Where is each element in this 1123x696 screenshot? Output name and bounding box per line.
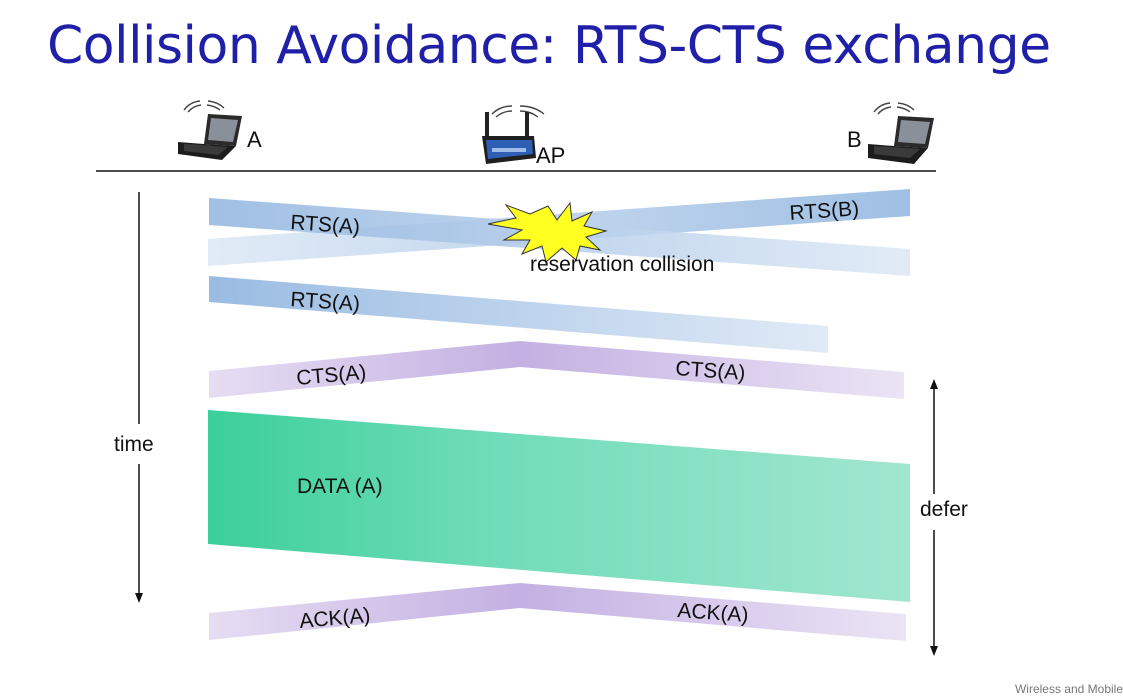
cts-right-label: CTS(A) bbox=[674, 357, 747, 385]
cts-left-label: CTS(A) bbox=[295, 360, 368, 390]
collision-label: reservation collision bbox=[530, 253, 715, 276]
laptop-icon bbox=[178, 101, 242, 160]
node-b-label: B bbox=[847, 127, 862, 152]
time-label: time bbox=[114, 433, 154, 456]
node-ap-label: AP bbox=[536, 143, 566, 168]
rts-a-retry-label: RTS(A) bbox=[289, 288, 361, 316]
ack-left-label: ACK(A) bbox=[298, 603, 372, 633]
node-a-label: A bbox=[247, 127, 262, 152]
laptop-icon bbox=[868, 103, 934, 164]
slide-title: Collision Avoidance: RTS-CTS exchange bbox=[47, 16, 1051, 76]
rts-a-label: RTS(A) bbox=[289, 211, 361, 239]
data-label: DATA (A) bbox=[297, 475, 383, 498]
rts-b-label: RTS(B) bbox=[788, 197, 860, 225]
defer-label: defer bbox=[920, 498, 968, 521]
data-frame bbox=[208, 410, 910, 602]
access-point-icon bbox=[482, 106, 544, 164]
footer-text: Wireless and Mobile bbox=[1014, 682, 1123, 696]
ack-right-label: ACK(A) bbox=[676, 599, 750, 627]
